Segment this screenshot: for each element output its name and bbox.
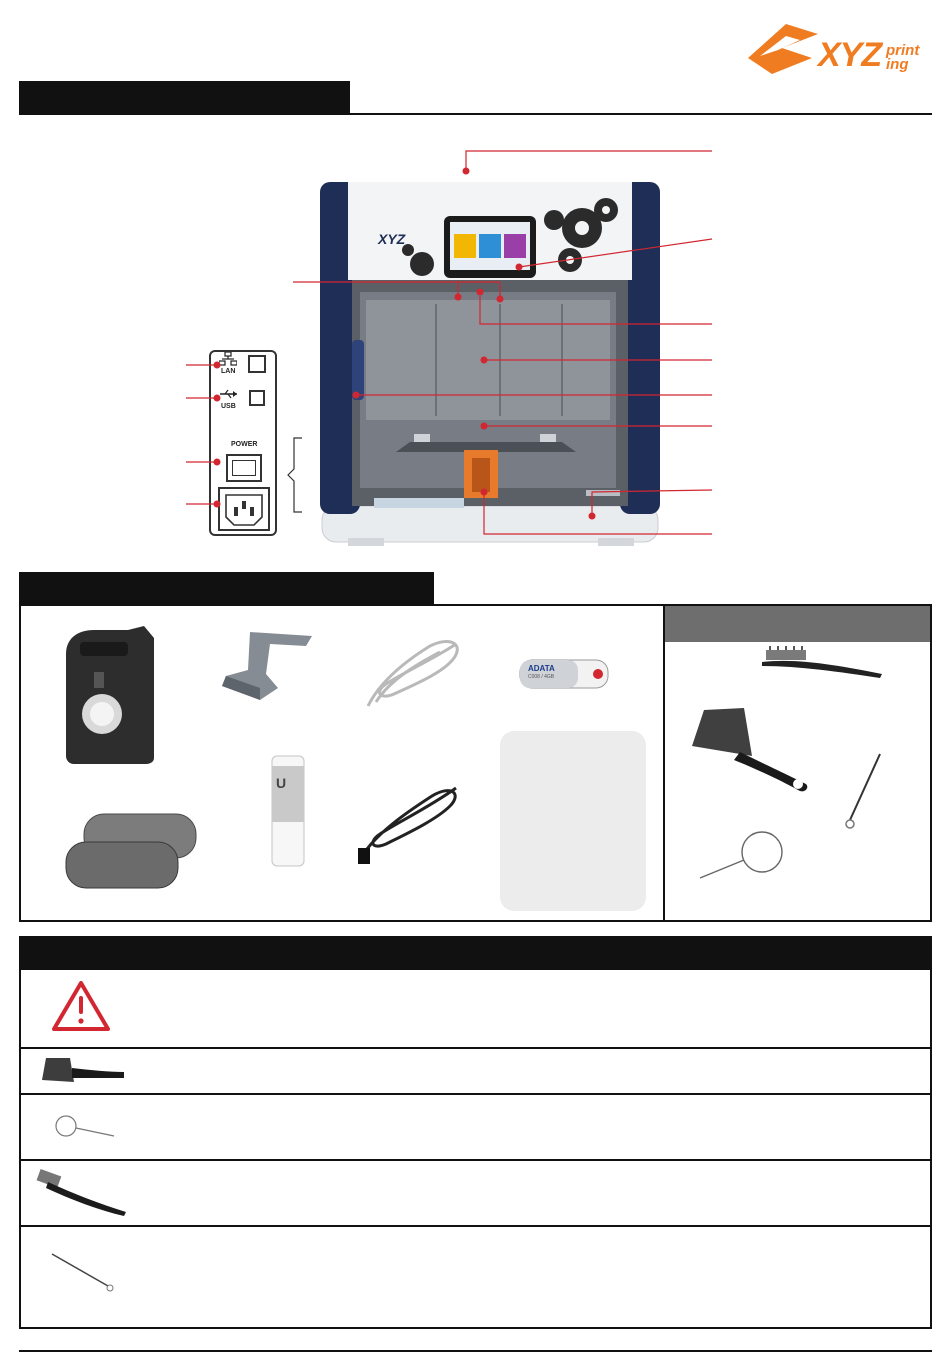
build-pad-icon (62, 810, 200, 892)
nozzle-brush-small-icon (50, 1250, 116, 1292)
power-label: POWER (231, 441, 258, 448)
section-header-bar-3 (19, 936, 932, 970)
power-cable-icon (356, 778, 466, 866)
nozzle-brush-icon (844, 752, 884, 830)
notes-divider-3 (19, 1159, 932, 1161)
cleaning-wire-icon (698, 830, 788, 882)
scraper-icon (690, 706, 814, 794)
tools-header-bar (665, 606, 930, 642)
svg-text:XYZ: XYZ (378, 231, 406, 247)
wire-brush-icon (760, 646, 884, 680)
glue-stick-icon (266, 752, 312, 870)
build-tape-card (500, 731, 646, 911)
flash-drive-sub: C008 / 4GB (528, 674, 555, 680)
usb-cable-icon (360, 632, 470, 712)
scraper-small-icon (40, 1056, 126, 1086)
notes-divider-4 (19, 1225, 932, 1227)
logo-subtext: print ing (886, 42, 920, 73)
flash-drive-brand: ADATA (528, 664, 555, 673)
callout-lines (0, 0, 950, 560)
notes-divider-2 (19, 1093, 932, 1095)
notes-divider-1 (19, 1047, 932, 1049)
footer-rule (19, 1350, 932, 1352)
section-header-bar-2 (19, 572, 434, 606)
filament-cartridge-icon (58, 624, 162, 766)
filament-holder-icon (220, 630, 314, 702)
lan-label: LAN (221, 368, 236, 375)
usb-label: USB (221, 403, 236, 410)
wire-brush-small-icon (34, 1168, 130, 1218)
warning-triangle-icon (51, 980, 111, 1032)
notes-box (19, 968, 932, 1329)
cleaning-wire-small-icon (54, 1114, 118, 1142)
logo-wordmark: XYZ (818, 36, 882, 74)
svg-text:U: U (276, 775, 287, 791)
